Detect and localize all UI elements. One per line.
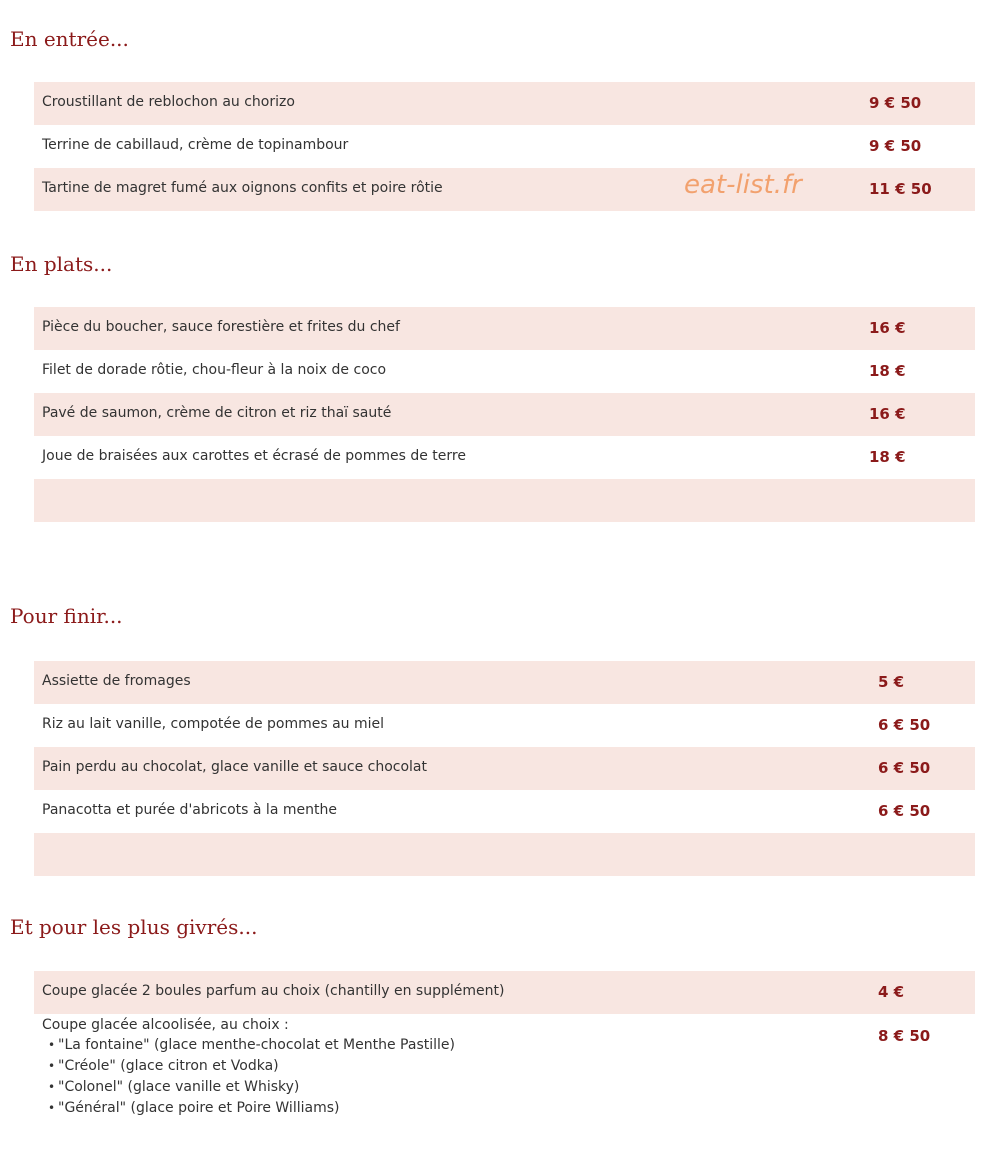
- dish-name: Joue de braisées aux carottes et écrasé de pommes de terre: [42, 448, 466, 464]
- menu-row: [34, 125, 975, 168]
- menu-row: [34, 168, 975, 211]
- menu-row: [34, 82, 975, 125]
- dish-price: 9 € 50: [869, 94, 922, 112]
- menu-row-empty: [34, 833, 975, 876]
- dish-name: Croustillant de reblochon au chorizo: [42, 94, 295, 110]
- dish-name: Pavé de saumon, crème de citron et riz thaï sauté: [42, 405, 392, 421]
- menu-row: [34, 971, 975, 1014]
- menu-row-options: [34, 1014, 975, 1134]
- menu-table-plats: [34, 307, 975, 522]
- section-title-plats: En plats...: [10, 252, 113, 276]
- dish-price: 5 €: [878, 673, 905, 691]
- dish-name: Panacotta et purée d'abricots à la menthe: [42, 802, 337, 818]
- watermark: eat-list.fr: [684, 170, 802, 200]
- menu-row: [34, 790, 975, 833]
- dish-name: Pièce du boucher, sauce forestière et frites du chef: [42, 319, 400, 335]
- dish-price: 6 € 50: [878, 716, 931, 734]
- option-item: • "Colonel" (glace vanille et Whisky): [42, 1077, 455, 1098]
- menu-row: [34, 393, 975, 436]
- menu-row: [34, 747, 975, 790]
- menu-table-entrees: [34, 82, 975, 211]
- dish-name: Filet de dorade rôtie, chou-fleur à la noix de coco: [42, 362, 387, 378]
- dish-price: 4 €: [878, 983, 905, 1001]
- dish-price: 11 € 50: [869, 180, 932, 198]
- option-item: • "La fontaine" (glace menthe-chocolat et Menthe Pastille): [42, 1035, 455, 1056]
- options-list: [42, 1035, 455, 1119]
- menu-row: [34, 350, 975, 393]
- dish-price: 18 €: [869, 448, 906, 466]
- dish-price: 16 €: [869, 319, 906, 337]
- dish-price: 16 €: [869, 405, 906, 423]
- option-item: • "Créole" (glace citron et Vodka): [42, 1056, 455, 1077]
- dish-price: 8 € 50: [878, 1027, 931, 1045]
- menu-row: [34, 436, 975, 479]
- menu-row: [34, 661, 975, 704]
- menu-table-desserts: [34, 661, 975, 876]
- dish-name: Pain perdu au chocolat, glace vanille et sauce chocolat: [42, 759, 427, 775]
- dish-name: Terrine de cabillaud, crème de topinambour: [42, 137, 349, 153]
- dish-name: Assiette de fromages: [42, 673, 191, 689]
- option-item: • "Général" (glace poire et Poire Williams): [42, 1098, 455, 1119]
- menu-row-empty: [34, 479, 975, 522]
- dish-name: Coupe glacée 2 boules parfum au choix (chantilly en supplément): [42, 983, 505, 999]
- dish-price: 9 € 50: [869, 137, 922, 155]
- dish-name: Tartine de magret fumé aux oignons confits et poire rôtie: [42, 180, 443, 196]
- menu-row: [34, 704, 975, 747]
- menu-row: [34, 307, 975, 350]
- dish-price: 18 €: [869, 362, 906, 380]
- dish-price: 6 € 50: [878, 759, 931, 777]
- dish-price: 6 € 50: [878, 802, 931, 820]
- section-title-entrees: En entrée...: [10, 27, 129, 51]
- dish-name: Riz au lait vanille, compotée de pommes au miel: [42, 716, 385, 732]
- menu-table-givres: [34, 971, 975, 1134]
- section-title-givres: Et pour les plus givrés...: [10, 915, 258, 939]
- section-title-desserts: Pour finir...: [10, 604, 123, 628]
- dish-name: Coupe glacée alcoolisée, au choix :: [42, 1017, 289, 1033]
